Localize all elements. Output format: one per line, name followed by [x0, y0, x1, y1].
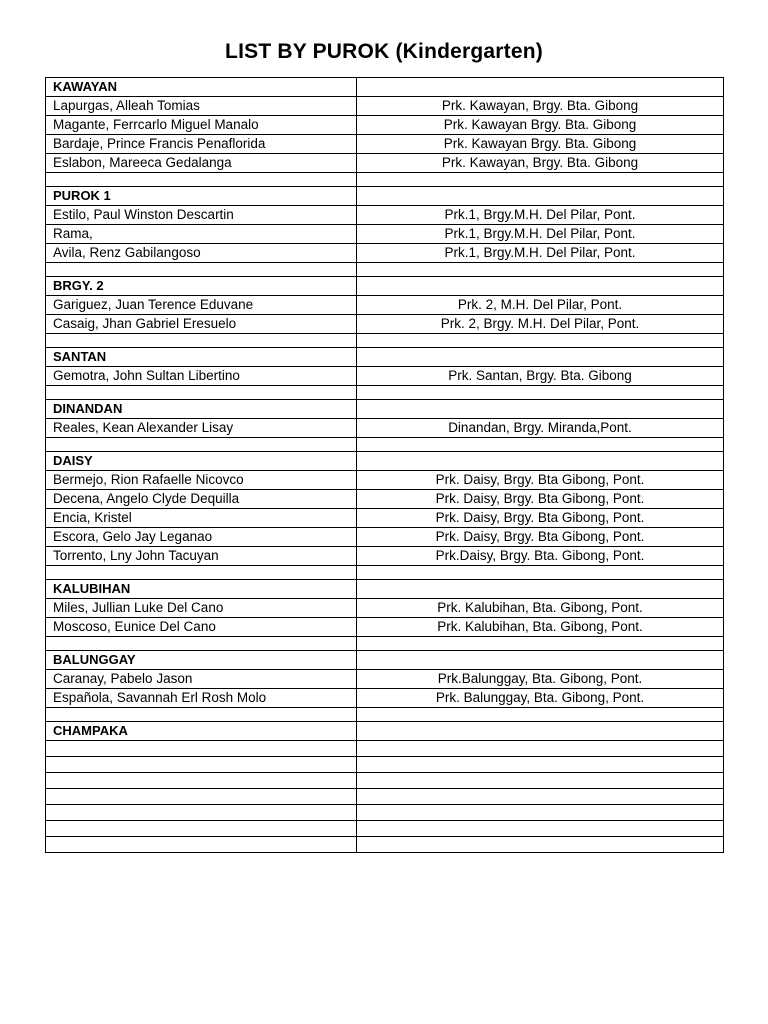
- empty-cell: [46, 566, 357, 580]
- empty-cell: [357, 757, 724, 773]
- group-header-empty-cell: [357, 452, 724, 471]
- table-row: [46, 689, 724, 708]
- empty-cell: [46, 263, 357, 277]
- group-header-row: [46, 651, 724, 670]
- table-row: [46, 135, 724, 154]
- student-address: Prk. Kawayan Brgy. Bta. Gibong: [357, 135, 724, 154]
- group-header-empty-cell: [357, 277, 724, 296]
- student-address: Prk. Kawayan, Brgy. Bta. Gibong: [357, 97, 724, 116]
- student-address: Prk. 2, M.H. Del Pilar, Pont.: [357, 296, 724, 315]
- student-address: Prk. Balunggay, Bta. Gibong, Pont.: [357, 689, 724, 708]
- table-row: [46, 97, 724, 116]
- student-name: Gariguez, Juan Terence Eduvane: [46, 296, 357, 315]
- empty-cell: [46, 805, 357, 821]
- empty-cell: [357, 837, 724, 853]
- table-row: [46, 599, 724, 618]
- student-name: Reales, Kean Alexander Lisay: [46, 419, 357, 438]
- empty-cell: [357, 821, 724, 837]
- group-header-row: [46, 722, 724, 741]
- group-name: KAWAYAN: [46, 78, 357, 97]
- group-header-empty-cell: [357, 580, 724, 599]
- student-address: Prk. Kalubihan, Bta. Gibong, Pont.: [357, 618, 724, 637]
- empty-cell: [357, 334, 724, 348]
- student-name: Lapurgas, Alleah Tomias: [46, 97, 357, 116]
- student-address: Prk.Balunggay, Bta. Gibong, Pont.: [357, 670, 724, 689]
- empty-row: [46, 821, 724, 837]
- table-row: [46, 206, 724, 225]
- empty-cell: [46, 821, 357, 837]
- empty-cell: [357, 566, 724, 580]
- empty-cell: [46, 741, 357, 757]
- student-name: Miles, Jullian Luke Del Cano: [46, 599, 357, 618]
- student-name: Gemotra, John Sultan Libertino: [46, 367, 357, 386]
- student-name: Casaig, Jhan Gabriel Eresuelo: [46, 315, 357, 334]
- group-header-row: [46, 348, 724, 367]
- student-name: Caranay, Pabelo Jason: [46, 670, 357, 689]
- table-row: [46, 116, 724, 135]
- table-row: [46, 547, 724, 566]
- group-header-empty-cell: [357, 651, 724, 670]
- student-name: Rama,: [46, 225, 357, 244]
- student-address: Prk.1, Brgy.M.H. Del Pilar, Pont.: [357, 244, 724, 263]
- table-row: [46, 670, 724, 689]
- group-name: BRGY. 2: [46, 277, 357, 296]
- page-title: LIST BY PUROK (Kindergarten): [225, 40, 543, 63]
- table-row: [46, 509, 724, 528]
- student-name: Magante, Ferrcarlo Miguel Manalo: [46, 116, 357, 135]
- group-header-row: [46, 400, 724, 419]
- empty-cell: [357, 789, 724, 805]
- student-name: Torrento, Lny John Tacuyan: [46, 547, 357, 566]
- group-name: CHAMPAKA: [46, 722, 357, 741]
- student-address: Prk. Daisy, Brgy. Bta Gibong, Pont.: [357, 509, 724, 528]
- empty-cell: [357, 773, 724, 789]
- empty-cell: [357, 173, 724, 187]
- empty-row: [46, 757, 724, 773]
- student-address: Prk.1, Brgy.M.H. Del Pilar, Pont.: [357, 206, 724, 225]
- empty-cell: [357, 708, 724, 722]
- empty-row: [46, 173, 724, 187]
- group-header-row: [46, 452, 724, 471]
- student-name: Española, Savannah Erl Rosh Molo: [46, 689, 357, 708]
- group-name: SANTAN: [46, 348, 357, 367]
- empty-cell: [357, 438, 724, 452]
- table-row: [46, 471, 724, 490]
- table-row: [46, 225, 724, 244]
- empty-cell: [46, 386, 357, 400]
- group-name: DAISY: [46, 452, 357, 471]
- empty-row: [46, 741, 724, 757]
- student-name: Encia, Kristel: [46, 509, 357, 528]
- empty-row: [46, 773, 724, 789]
- empty-cell: [357, 805, 724, 821]
- group-header-row: [46, 277, 724, 296]
- student-name: Eslabon, Mareeca Gedalanga: [46, 154, 357, 173]
- group-name: PUROK 1: [46, 187, 357, 206]
- student-address: Prk. Kawayan Brgy. Bta. Gibong: [357, 116, 724, 135]
- student-address: Dinandan, Brgy. Miranda,Pont.: [357, 419, 724, 438]
- empty-cell: [46, 789, 357, 805]
- group-header-row: [46, 187, 724, 206]
- student-name: Decena, Angelo Clyde Dequilla: [46, 490, 357, 509]
- empty-row: [46, 837, 724, 853]
- student-address: Prk.1, Brgy.M.H. Del Pilar, Pont.: [357, 225, 724, 244]
- empty-row: [46, 637, 724, 651]
- empty-cell: [46, 334, 357, 348]
- group-header-empty-cell: [357, 187, 724, 206]
- table-row: [46, 244, 724, 263]
- student-name: Bermejo, Rion Rafaelle Nicovco: [46, 471, 357, 490]
- table-row: [46, 490, 724, 509]
- empty-cell: [46, 438, 357, 452]
- student-address: Prk. Kawayan, Brgy. Bta. Gibong: [357, 154, 724, 173]
- group-header-row: [46, 580, 724, 599]
- group-header-empty-cell: [357, 348, 724, 367]
- empty-cell: [46, 708, 357, 722]
- empty-row: [46, 386, 724, 400]
- empty-row: [46, 708, 724, 722]
- group-header-empty-cell: [357, 722, 724, 741]
- empty-cell: [46, 637, 357, 651]
- student-name: Moscoso, Eunice Del Cano: [46, 618, 357, 637]
- group-name: BALUNGGAY: [46, 651, 357, 670]
- student-address: Prk. 2, Brgy. M.H. Del Pilar, Pont.: [357, 315, 724, 334]
- empty-cell: [357, 386, 724, 400]
- table-row: [46, 154, 724, 173]
- group-name: DINANDAN: [46, 400, 357, 419]
- table-row: [46, 315, 724, 334]
- student-name: Escora, Gelo Jay Leganao: [46, 528, 357, 547]
- student-address: Prk.Daisy, Brgy. Bta. Gibong, Pont.: [357, 547, 724, 566]
- empty-cell: [46, 773, 357, 789]
- table-row: [46, 419, 724, 438]
- student-address: Prk. Daisy, Brgy. Bta Gibong, Pont.: [357, 471, 724, 490]
- table-body: [46, 78, 724, 853]
- table-row: [46, 367, 724, 386]
- group-header-empty-cell: [357, 400, 724, 419]
- student-address: Prk. Kalubihan, Bta. Gibong, Pont.: [357, 599, 724, 618]
- table-row: [46, 618, 724, 637]
- student-address: Prk. Daisy, Brgy. Bta Gibong, Pont.: [357, 528, 724, 547]
- student-name: Estilo, Paul Winston Descartin: [46, 206, 357, 225]
- empty-row: [46, 438, 724, 452]
- empty-cell: [357, 637, 724, 651]
- student-address: Prk. Santan, Brgy. Bta. Gibong: [357, 367, 724, 386]
- group-header-row: [46, 78, 724, 97]
- empty-row: [46, 805, 724, 821]
- student-address: Prk. Daisy, Brgy. Bta Gibong, Pont.: [357, 490, 724, 509]
- purok-list-table: [45, 77, 724, 853]
- empty-row: [46, 566, 724, 580]
- empty-row: [46, 789, 724, 805]
- table-row: [46, 296, 724, 315]
- group-name: KALUBIHAN: [46, 580, 357, 599]
- empty-cell: [46, 757, 357, 773]
- empty-row: [46, 263, 724, 277]
- empty-cell: [357, 741, 724, 757]
- table-row: [46, 528, 724, 547]
- empty-cell: [46, 173, 357, 187]
- empty-cell: [357, 263, 724, 277]
- group-header-empty-cell: [357, 78, 724, 97]
- student-name: Bardaje, Prince Francis Penaflorida: [46, 135, 357, 154]
- student-name: Avila, Renz Gabilangoso: [46, 244, 357, 263]
- empty-cell: [46, 837, 357, 853]
- empty-row: [46, 334, 724, 348]
